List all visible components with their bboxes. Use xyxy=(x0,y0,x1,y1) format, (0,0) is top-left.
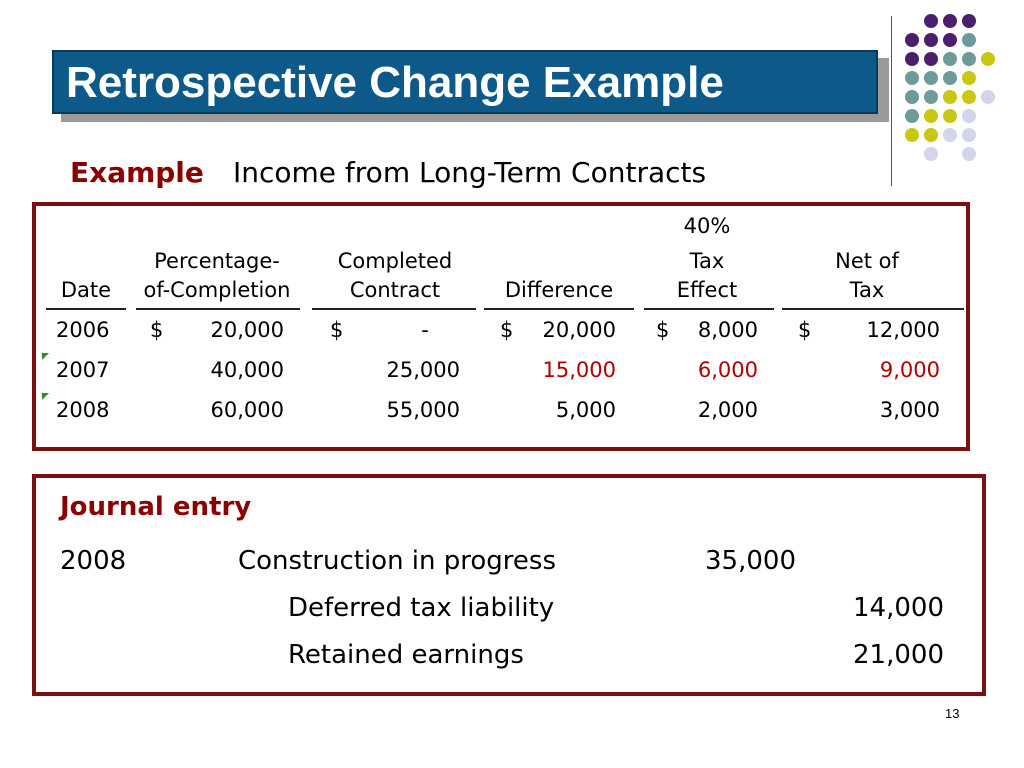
cell-net: 3,000 xyxy=(879,398,940,422)
title-bar xyxy=(52,50,878,114)
header-tax-line1: 40% xyxy=(683,214,731,238)
decorative-dot xyxy=(905,90,919,104)
decorative-dot xyxy=(905,52,919,66)
cell-cc: 55,000 xyxy=(386,398,460,422)
journal-year: 2008 xyxy=(60,546,127,576)
cell-net: 9,000 xyxy=(879,358,940,382)
cell-date: 2006 xyxy=(56,318,110,342)
cell-difference: 20,000 xyxy=(542,318,616,342)
slide-title: Retrospective Change Example xyxy=(66,58,724,107)
decorative-dot xyxy=(962,147,976,161)
cell-poc-symbol: $ xyxy=(150,318,164,342)
decorative-dot xyxy=(943,128,957,142)
decorative-dot-grid xyxy=(905,14,1005,169)
header-tax-line3: Effect xyxy=(676,278,738,302)
subtitle-text: Income from Long-Term Contracts xyxy=(233,156,707,189)
cell-net-symbol: $ xyxy=(798,318,812,342)
cell-cc-symbol: $ xyxy=(330,318,344,342)
decorative-dot xyxy=(943,109,957,123)
cell-tax: 6,000 xyxy=(697,358,758,382)
header-cc-line2: Contract xyxy=(349,278,441,302)
cell-poc: 40,000 xyxy=(210,358,284,382)
decorative-dot xyxy=(981,90,995,104)
decorative-dot xyxy=(905,109,919,123)
header-rule xyxy=(484,308,634,310)
header-poc-line1: Percentage- xyxy=(154,249,280,273)
header-rule xyxy=(312,308,476,310)
revision-marker-icon xyxy=(42,393,49,400)
journal-credit: 14,000 xyxy=(853,593,944,623)
subtitle-label: Example xyxy=(70,156,204,189)
cell-cc: - xyxy=(421,318,429,342)
decorative-dot xyxy=(924,14,938,28)
cell-difference: 5,000 xyxy=(555,398,616,422)
decorative-dot xyxy=(962,109,976,123)
decorative-dot xyxy=(943,33,957,47)
decorative-dot xyxy=(924,109,938,123)
decorative-dot xyxy=(962,128,976,142)
header-poc-line2: of-Completion xyxy=(143,278,291,302)
decorative-dot xyxy=(924,71,938,85)
decorative-dot xyxy=(924,33,938,47)
header-rule xyxy=(782,308,964,310)
revision-marker-icon xyxy=(42,353,49,360)
header-rule xyxy=(644,308,774,310)
cell-tax: 2,000 xyxy=(697,398,758,422)
cell-net: 12,000 xyxy=(866,318,940,342)
decorative-dot xyxy=(924,90,938,104)
decorative-dot xyxy=(962,14,976,28)
decorative-dot xyxy=(943,14,957,28)
cell-tax-symbol: $ xyxy=(656,318,670,342)
decorative-dot xyxy=(943,52,957,66)
decorative-dot xyxy=(962,90,976,104)
header-net-line1: Net of xyxy=(835,249,899,273)
journal-account: Construction in progress xyxy=(238,546,557,576)
journal-debit: 35,000 xyxy=(705,546,796,576)
header-rule xyxy=(46,308,126,310)
decorative-dot xyxy=(924,128,938,142)
decorative-dot xyxy=(905,128,919,142)
divider-line xyxy=(891,16,892,186)
decorative-dot xyxy=(905,33,919,47)
cell-cc: 25,000 xyxy=(386,358,460,382)
header-rule xyxy=(136,308,300,310)
decorative-dot xyxy=(924,52,938,66)
header-difference: Difference xyxy=(504,278,614,302)
cell-date: 2008 xyxy=(56,398,110,422)
header-cc-line1: Completed xyxy=(337,249,453,273)
journal-account: Retained earnings xyxy=(288,640,524,670)
cell-tax: 8,000 xyxy=(697,318,758,342)
decorative-dot xyxy=(981,52,995,66)
cell-difference: 15,000 xyxy=(542,358,616,382)
header-net-line2: Tax xyxy=(849,278,885,302)
slide-number: 13 xyxy=(945,706,960,721)
decorative-dot xyxy=(905,71,919,85)
decorative-dot xyxy=(962,52,976,66)
header-date: Date xyxy=(60,278,112,302)
header-tax-line2: Tax xyxy=(689,249,725,273)
journal-account: Deferred tax liability xyxy=(288,593,555,623)
cell-poc: 20,000 xyxy=(210,318,284,342)
decorative-dot xyxy=(962,71,976,85)
journal-credit: 21,000 xyxy=(853,640,944,670)
decorative-dot xyxy=(962,33,976,47)
cell-diff-symbol: $ xyxy=(500,318,514,342)
cell-date: 2007 xyxy=(56,358,110,382)
decorative-dot xyxy=(924,147,938,161)
decorative-dot xyxy=(943,71,957,85)
cell-poc: 60,000 xyxy=(210,398,284,422)
journal-title: Journal entry xyxy=(60,492,252,522)
decorative-dot xyxy=(943,90,957,104)
